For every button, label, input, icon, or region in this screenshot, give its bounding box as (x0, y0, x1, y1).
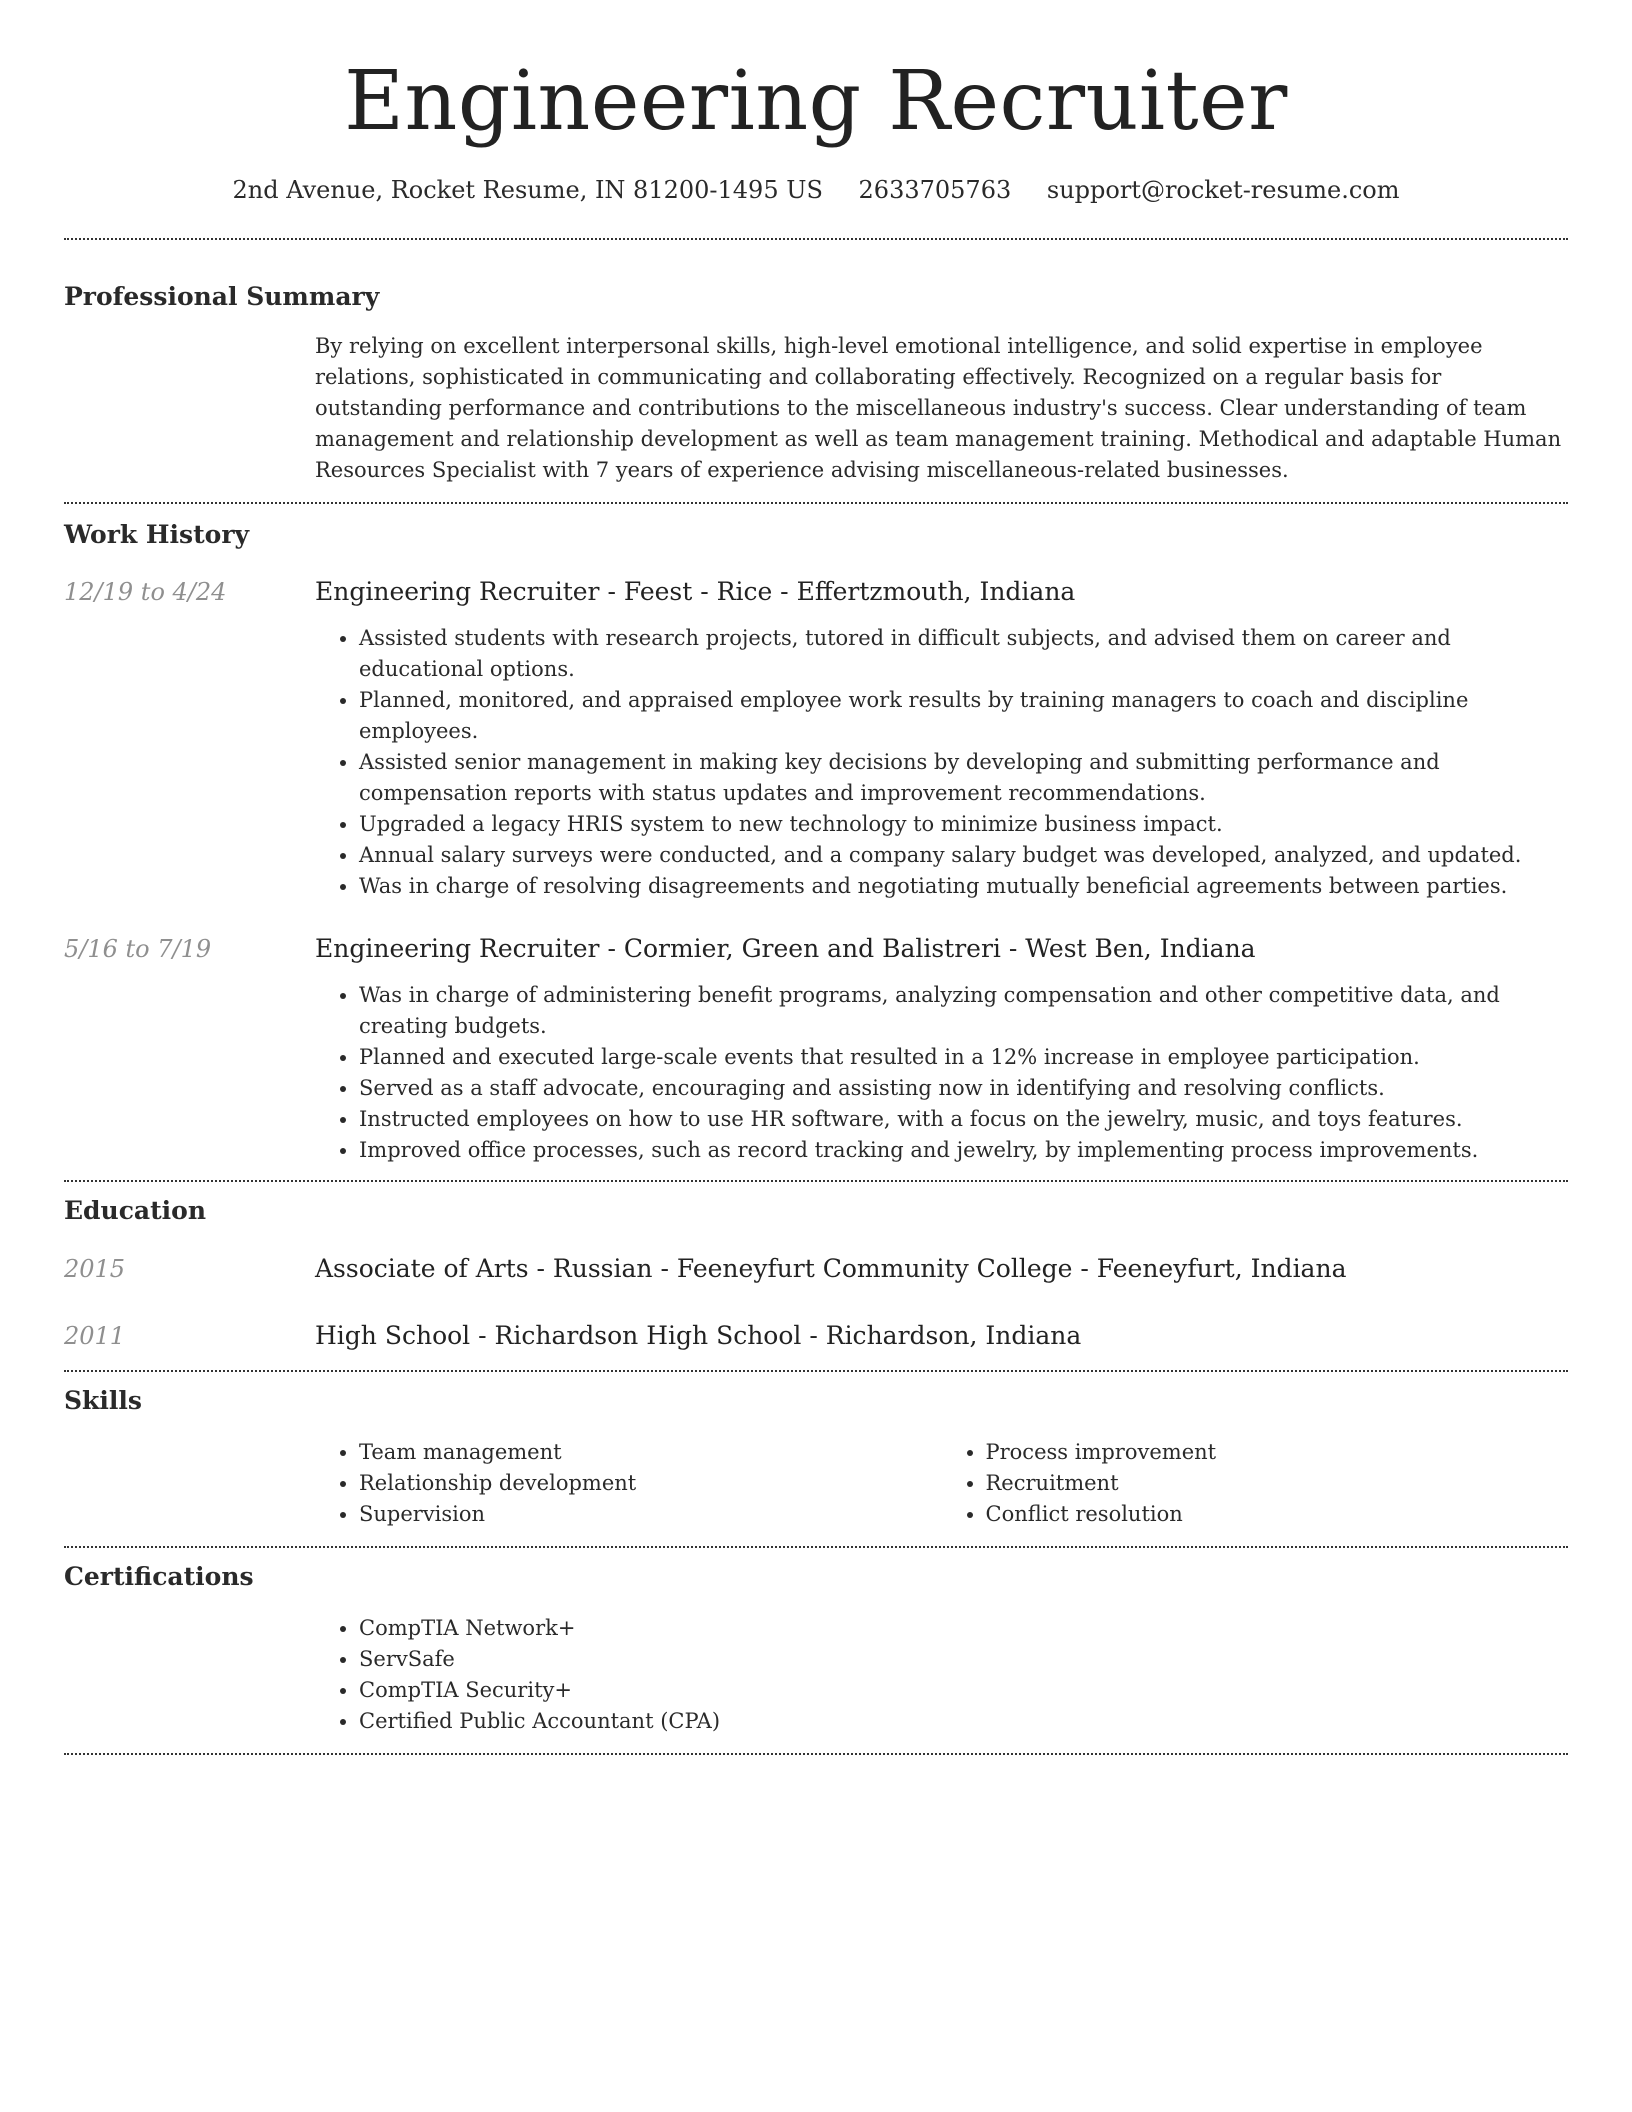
job-heading: Engineering Recruiter - Cormier, Green and Balistreri - West Ben, Indiana (315, 934, 1256, 963)
list-item: • Planned, monitored, and appraised employee work results by training managers to coach and discipline employees. (359, 685, 1568, 747)
certifications-title: Certifications (64, 1562, 254, 1591)
list-item: • Was in charge of resolving disagreements and negotiating mutually beneficial agreements between parties. (359, 871, 1568, 902)
phone-text: 2633705763 (858, 176, 1012, 204)
list-item: • Certified Public Accountant (CPA) (359, 1706, 1568, 1737)
summary-content (315, 331, 1568, 486)
skills-list-left (315, 1437, 942, 1530)
job-bullets (315, 623, 1568, 902)
certifications-list (315, 1613, 1568, 1737)
divider (64, 1753, 1568, 1755)
list-item: • Planned and executed large-scale events that resulted in a 12% increase in employee participation. (359, 1042, 1568, 1073)
job-body (315, 575, 1568, 902)
list-item: • Assisted students with research projects, tutored in difficult subjects, and advised them on career and educational options. (359, 623, 1568, 685)
job-body (315, 932, 1568, 1166)
work-history-section (64, 504, 1568, 1166)
summary-section (64, 240, 1568, 486)
list-item: • Served as a staff advocate, encouraging and assisting now in identifying and resolving conflicts. (359, 1073, 1568, 1104)
skills-section (64, 1372, 1568, 1530)
list-item: • CompTIA Network+ (359, 1613, 1568, 1644)
education-entry (64, 1319, 1568, 1353)
education-heading: Associate of Arts - Russian - Feeneyfurt Community College - Feeneyfurt, Indiana (315, 1254, 1347, 1283)
job-heading: Engineering Recruiter - Feest - Rice - Effertzmouth, Indiana (315, 577, 1076, 606)
summary-title: Professional Summary (64, 282, 380, 311)
skills-title: Skills (64, 1386, 142, 1415)
address-text: 2nd Avenue, Rocket Resume, IN 81200-1495 US (232, 176, 823, 204)
certifications-content (315, 1613, 1568, 1737)
list-item: • Relationship development (359, 1468, 942, 1499)
contact-line (64, 174, 1568, 206)
email-text: support@rocket-resume.com (1046, 176, 1400, 204)
education-title: Education (64, 1196, 207, 1225)
list-item: • Instructed employees on how to use HR software, with a focus on the jewelry, music, and toys features. (359, 1104, 1568, 1135)
list-item: • Supervision (359, 1499, 942, 1530)
education-body (315, 1319, 1568, 1353)
list-item: • Recruitment (986, 1468, 1569, 1499)
education-section (64, 1182, 1568, 1353)
list-item: • Upgraded a legacy HRIS system to new technology to minimize business impact. (359, 809, 1568, 840)
education-year: 2015 (64, 1255, 126, 1283)
list-item: • CompTIA Security+ (359, 1675, 1568, 1706)
certifications-section (64, 1548, 1568, 1737)
education-entry (64, 1252, 1568, 1286)
list-item: • Was in charge of administering benefit programs, analyzing compensation and other competitive data, and creating budgets. (359, 980, 1568, 1042)
job-dates: 5/16 to 7/19 (64, 935, 212, 963)
list-item: • Conflict resolution (986, 1499, 1569, 1530)
job-entry (64, 932, 1568, 1166)
list-item: • ServSafe (359, 1644, 1568, 1675)
job-dates: 12/19 to 4/24 (64, 578, 227, 606)
work-history-title: Work History (64, 520, 250, 549)
list-item: • Annual salary surveys were conducted, and a company salary budget was developed, analyzed, and updated. (359, 840, 1568, 871)
summary-text: By relying on excellent interpersonal skills, high-level emotional intelligence, and solid expertise in employee relations, sophisticated in communicating and collaborating effectively. Recognized on a regular basis for outstanding performance and contributions to the miscellaneous industry's success. Clear understanding of team management and relationship development as well as team management training. Methodical and adaptable Human Resources Specialist with 7 years of experience advising miscellaneous-related businesses. (315, 334, 1562, 482)
job-entry (64, 575, 1568, 902)
list-item: • Assisted senior management in making key decisions by developing and submitting performance and compensation reports with status updates and improvement recommendations. (359, 747, 1568, 809)
list-item: • Improved office processes, such as record tracking and jewelry, by implementing process improvements. (359, 1135, 1568, 1166)
list-item: • Process improvement (986, 1437, 1569, 1468)
skills-grid (315, 1437, 1568, 1530)
job-bullets (315, 980, 1568, 1166)
education-year: 2011 (64, 1322, 126, 1350)
education-body (315, 1252, 1568, 1286)
education-heading: High School - Richardson High School - Richardson, Indiana (315, 1321, 1082, 1350)
candidate-name: Engineering Recruiter (344, 54, 1288, 149)
list-item: • Team management (359, 1437, 942, 1468)
skills-list-right (942, 1437, 1569, 1530)
